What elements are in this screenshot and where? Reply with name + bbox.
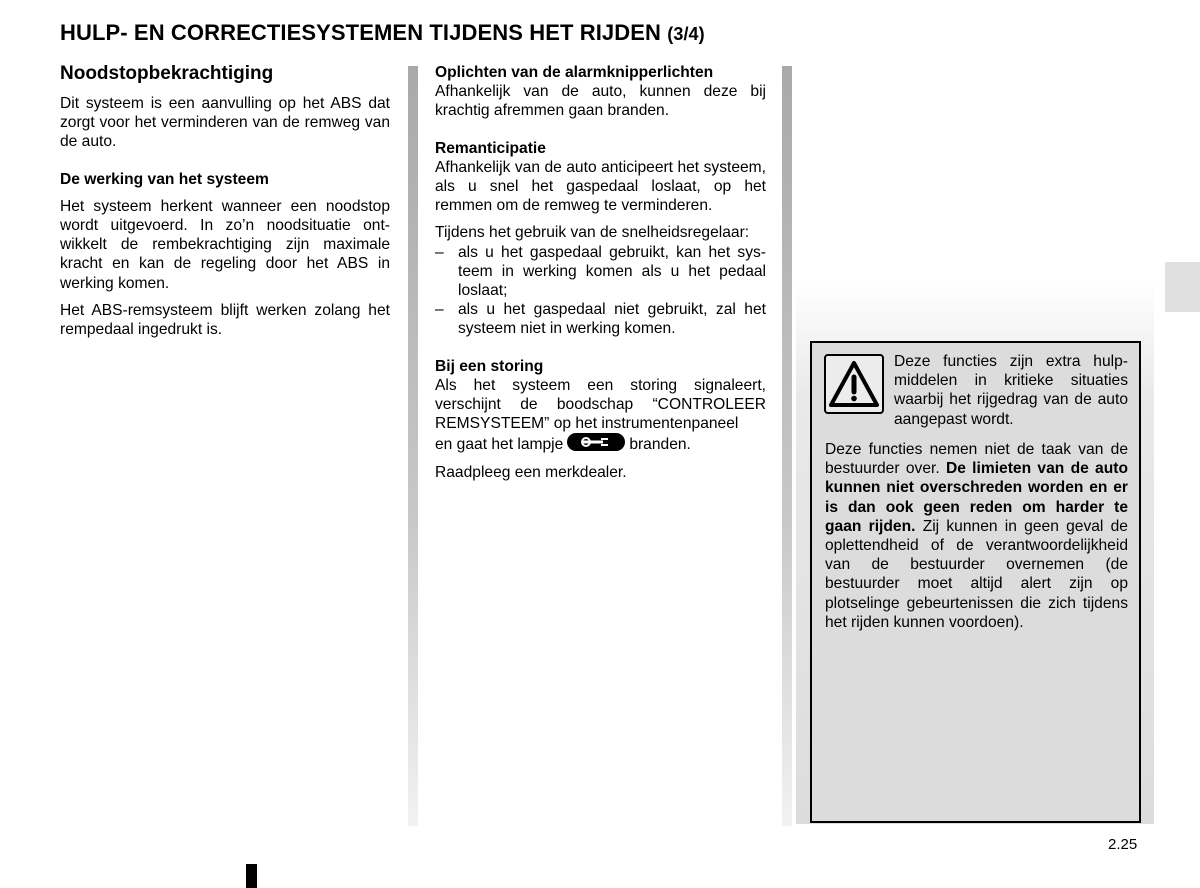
fault-heading: Bij een storing	[435, 357, 544, 375]
hazard-lights-heading: Oplichten van de alarmknipperlichten	[435, 64, 714, 81]
column-left	[60, 62, 390, 347]
speed-limiter-intro: Tijdens het gebruik van de snelheidsregelaar:	[435, 224, 750, 242]
anticipation-heading: Remanticipatie	[435, 139, 546, 157]
intro-paragraph: Dit systeem is een aanvulling op het ABS dat zorgt voor het verminderen van de remweg van de auto.	[60, 95, 390, 151]
operation-paragraph-1: Het systeem herkent wanneer een noodstop wordt uitgevoerd. In zo’n noodsituatie ontwikkelt de rembekrachtiging zijn maximale kracht en kan de regeling door het ABS in werking komen.	[60, 197, 390, 292]
page-title-text: HULP- EN CORRECTIESYSTEMEN TIJDENS HET RIJDEN	[60, 20, 662, 45]
list-item: – als u het gaspedaal gebruikt, kan het systeem in werking komen als u het pedaal loslaat;	[435, 243, 766, 301]
anticipation-text: Afhankelijk van de auto anticipeert het systeem, als u snel het gaspedaal loslaat, op het remmen om de remweg te verminderen.	[435, 158, 766, 215]
list-item: – als u het gaspedaal niet gebruikt, zal het systeem niet in werking komen.	[435, 300, 766, 338]
operation-heading: De werking van het systeem	[60, 170, 269, 188]
warning-triangle-icon	[824, 354, 884, 414]
column-separator-bar-left	[408, 66, 418, 826]
page-title	[60, 20, 705, 46]
warning-body-end: Zij kunnen in geen geval de oplettendheid of de verantwoordelijkheid van de bestuurder overnemen (de bestuurder moet altijd alert zijn op plotselinge gebeurtenissen die zich tijdens het rijden kunnen voordoen).	[825, 517, 1128, 631]
speed-limiter-list	[435, 243, 766, 339]
page-number: 2.25	[1108, 836, 1138, 853]
wrench-service-icon	[567, 433, 625, 451]
fault-lamp-line	[435, 433, 766, 454]
warning-box	[810, 341, 1141, 823]
column-separator-bar-right	[782, 66, 792, 826]
warning-intro-text: Deze functies zijn extra hulpmiddelen in kritieke situaties waarbij het rijgedrag van de auto aangepast wordt.	[894, 353, 1128, 428]
hazard-lights-text: Afhankelijk van de auto, kunnen deze bij krachtig afremmen gaan branden.	[435, 83, 766, 120]
dealer-text: Raadpleeg een merkdealer.	[435, 463, 627, 481]
warning-body-start: Deze functies nemen niet de taak van de bestuurder over.	[825, 441, 1128, 478]
fault-text: Als het systeem een storing signaleert, verschijnt de boodschap “CONTROLEER REMSYSTEEM” op het instrumentenpaneel	[435, 376, 766, 433]
chapter-tab-marker	[1165, 262, 1200, 312]
section-heading-noodstop: Noodstopbekrachtiging	[60, 63, 274, 84]
warning-body-text	[825, 440, 1128, 632]
fault-lamp-after: branden.	[629, 436, 691, 454]
operation-paragraph-2: Het ABS-remsysteem blijft werken zolang het rempedaal ingedrukt is.	[60, 301, 390, 339]
fault-lamp-before: en gaat het lampje	[435, 436, 564, 454]
print-crop-mark	[246, 864, 257, 888]
page-title-suffix: (3/4)	[667, 24, 705, 44]
column-middle	[435, 63, 766, 490]
warning-body-bold: De limieten van de auto kunnen niet overschreden worden en er is dan ook geen reden om harder te gaan rijden.	[825, 460, 1128, 535]
